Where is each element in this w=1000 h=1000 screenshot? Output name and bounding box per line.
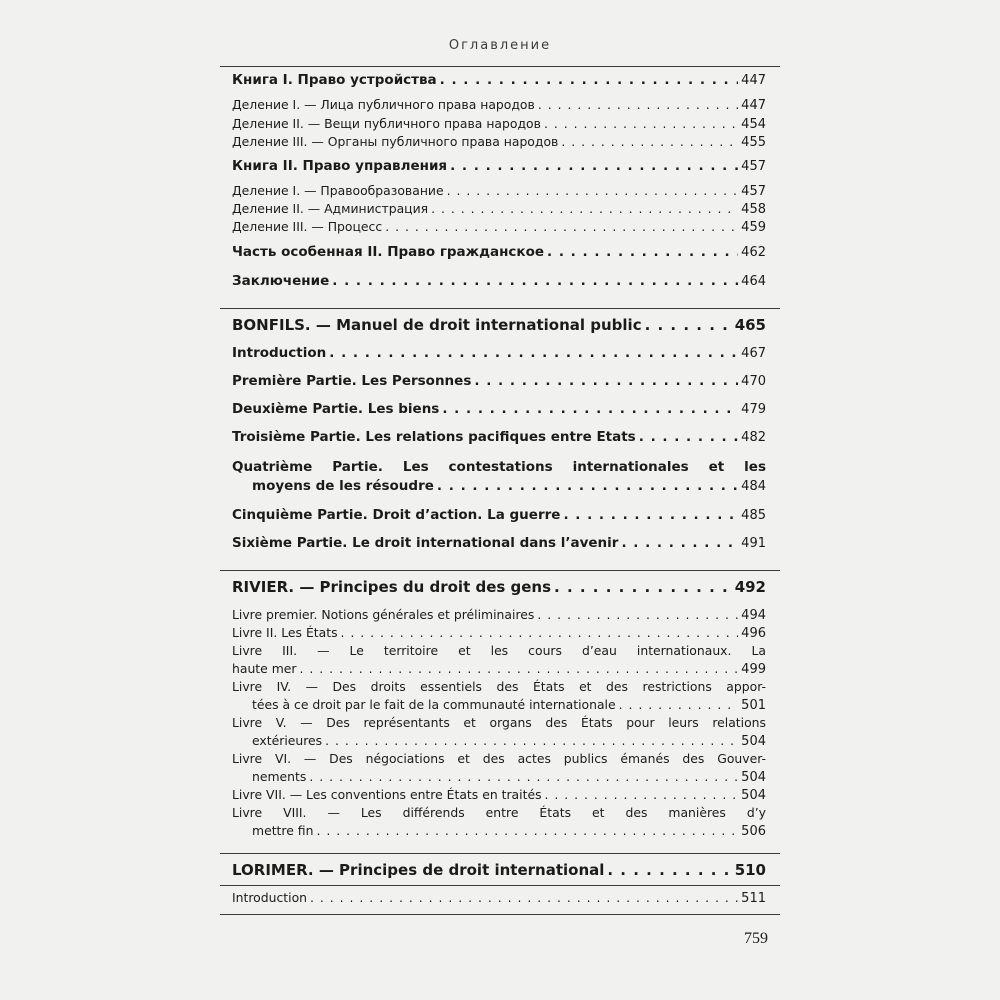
entry-page: 462	[741, 245, 766, 260]
entry-page: 458	[741, 202, 766, 217]
leader-dots	[621, 535, 738, 551]
leader-dots	[474, 373, 738, 389]
entry-title: Деление I. — Правообразование	[232, 183, 444, 198]
entry-title: Деление II. — Вещи публичного права народов	[232, 116, 541, 131]
toc-entry-line: Livre V. — Des représentants et organs des États pour leurs relations	[232, 715, 766, 730]
toc-entry-book2	[232, 158, 766, 174]
toc-section-lorimer	[232, 861, 766, 879]
toc-entry-line: Livre VIII. — Les différends entre États et des manières d’y	[232, 805, 766, 820]
leader-dots	[645, 316, 732, 334]
toc-entry-line: Livre III. — Le territoire et les cours d’eau internationaux. La	[232, 643, 766, 658]
entry-page: 482	[741, 430, 766, 445]
leader-dots	[554, 578, 732, 596]
toc-entry	[232, 345, 766, 361]
toc-entry	[252, 697, 766, 713]
toc-entry-line: Livre IV. — Des droits essentiels des États et des restrictions appor-	[232, 679, 766, 694]
toc-entry	[232, 401, 766, 417]
entry-title: Заключение	[232, 273, 330, 289]
running-header: Оглавление	[448, 38, 552, 53]
leader-dots	[325, 733, 738, 748]
entry-page: 511	[741, 891, 766, 906]
entry-title: Деление III. — Процесс	[232, 219, 383, 234]
toc-entry	[232, 607, 766, 623]
entry-page: 459	[741, 220, 766, 235]
entry-page: 496	[741, 626, 766, 641]
toc-entry	[232, 183, 766, 199]
toc-entry	[232, 661, 766, 677]
entry-page: 494	[741, 608, 766, 623]
section-title: BONFILS. — Manuel de droit international public	[232, 316, 642, 334]
entry-page: 491	[741, 536, 766, 551]
entry-page: 447	[741, 73, 766, 88]
entry-page: 479	[741, 402, 766, 417]
toc-entry	[232, 201, 766, 217]
leader-dots	[310, 890, 738, 905]
leader-dots	[561, 134, 738, 149]
leader-dots	[544, 116, 738, 131]
toc-section-rivier	[232, 578, 766, 596]
leader-dots	[431, 201, 738, 216]
leader-dots	[332, 273, 738, 289]
leader-dots	[442, 401, 738, 417]
entry-title: mettre fin	[252, 823, 314, 838]
leader-dots	[447, 183, 739, 198]
entry-title: Книга I. Право устройства	[232, 72, 437, 88]
entry-title: Sixième Partie. Le droit international dans l’avenir	[232, 535, 619, 551]
section-page: 510	[734, 861, 766, 879]
toc-entry	[232, 219, 766, 235]
toc-entry	[232, 429, 766, 445]
section-title: LORIMER. — Principes de droit international	[232, 861, 605, 879]
toc-entry	[252, 733, 766, 749]
toc-entry	[232, 890, 766, 906]
leader-dots	[537, 607, 738, 622]
entry-page: 447	[741, 98, 766, 113]
toc-entry	[232, 787, 766, 803]
section-rule	[220, 885, 780, 886]
entry-title: Часть особенная II. Право гражданское	[232, 244, 545, 260]
entry-title: Introduction	[232, 345, 327, 361]
entry-page: 499	[741, 662, 766, 677]
toc-entry	[232, 535, 766, 551]
toc-entry	[252, 823, 766, 839]
leader-dots	[619, 697, 739, 712]
entry-title: Деление III. — Органы публичного права народов	[232, 134, 559, 149]
toc-entry	[232, 134, 766, 150]
leader-dots	[450, 158, 738, 174]
page-number: 759	[744, 930, 768, 947]
entry-title: Livre VII. — Les conventions entre États en traités	[232, 787, 542, 802]
entry-page: 504	[741, 734, 766, 749]
entry-page: 501	[741, 698, 766, 713]
leader-dots	[607, 861, 731, 879]
leader-dots	[547, 244, 738, 260]
leader-dots	[341, 625, 739, 640]
leader-dots	[538, 97, 738, 112]
entry-title: Cinquième Partie. Droit d’action. La guerre	[232, 507, 561, 523]
leader-dots	[309, 769, 738, 784]
section-page: 492	[734, 578, 766, 596]
entry-title: Livre II. Les États	[232, 625, 338, 640]
leader-dots	[316, 823, 738, 838]
section-rule	[220, 570, 780, 571]
entry-title: Деление I. — Лица публичного права народов	[232, 97, 535, 112]
entry-title: moyens de les résoudre	[252, 478, 434, 494]
entry-page: 464	[741, 274, 766, 289]
leader-dots	[639, 429, 738, 445]
toc-entry-line: Livre VI. — Des négociations et des actes publics émanés des Gouver-	[232, 751, 766, 766]
entry-page: 455	[741, 135, 766, 150]
entry-page: 457	[741, 159, 766, 174]
leader-dots	[545, 787, 739, 802]
toc-entry	[252, 478, 766, 494]
entry-page: 457	[741, 184, 766, 199]
section-rule	[220, 308, 780, 309]
section-rule	[220, 66, 780, 67]
entry-page: 504	[741, 788, 766, 803]
entry-page: 485	[741, 508, 766, 523]
toc-entry-conclusion	[232, 273, 766, 289]
toc-entry	[252, 769, 766, 785]
entry-title: Introduction	[232, 890, 308, 905]
entry-title: Livre premier. Notions générales et préliminaires	[232, 607, 535, 622]
section-page: 465	[734, 316, 766, 334]
entry-page: 504	[741, 770, 766, 785]
entry-title: extérieures	[252, 733, 323, 748]
toc-entry-special-part	[232, 244, 766, 260]
section-title: RIVIER. — Principes du droit des gens	[232, 578, 552, 596]
entry-title: Книга II. Право управления	[232, 158, 448, 174]
leader-dots	[440, 72, 739, 88]
toc-section-bonfils	[232, 316, 766, 334]
entry-page: 470	[741, 374, 766, 389]
entry-page: 454	[741, 117, 766, 132]
entry-title: Première Partie. Les Personnes	[232, 373, 472, 389]
section-rule	[220, 853, 780, 854]
toc-entry-book1	[232, 72, 766, 88]
entry-title: Deuxième Partie. Les biens	[232, 401, 440, 417]
toc-entry	[232, 373, 766, 389]
leader-dots	[300, 661, 739, 676]
toc-entry	[232, 116, 766, 132]
toc-entry	[232, 97, 766, 113]
entry-title: Деление II. — Администрация	[232, 201, 429, 216]
toc-entry	[232, 625, 766, 641]
entry-title: tées à ce droit par le fait de la communauté internationale	[252, 697, 616, 712]
leader-dots	[385, 219, 738, 234]
leader-dots	[437, 478, 738, 494]
toc-entry-line: Quatrième Partie. Les contestations internationales et les	[232, 459, 766, 475]
entry-title: haute mer	[232, 661, 297, 676]
entry-title: Troisième Partie. Les relations pacifiques entre Etats	[232, 429, 636, 445]
toc-entry	[232, 507, 766, 523]
entry-page: 484	[741, 479, 766, 494]
leader-dots	[329, 345, 738, 361]
entry-page: 506	[741, 824, 766, 839]
entry-title: nements	[252, 769, 307, 784]
leader-dots	[563, 507, 738, 523]
section-rule	[220, 914, 780, 915]
entry-page: 467	[741, 346, 766, 361]
